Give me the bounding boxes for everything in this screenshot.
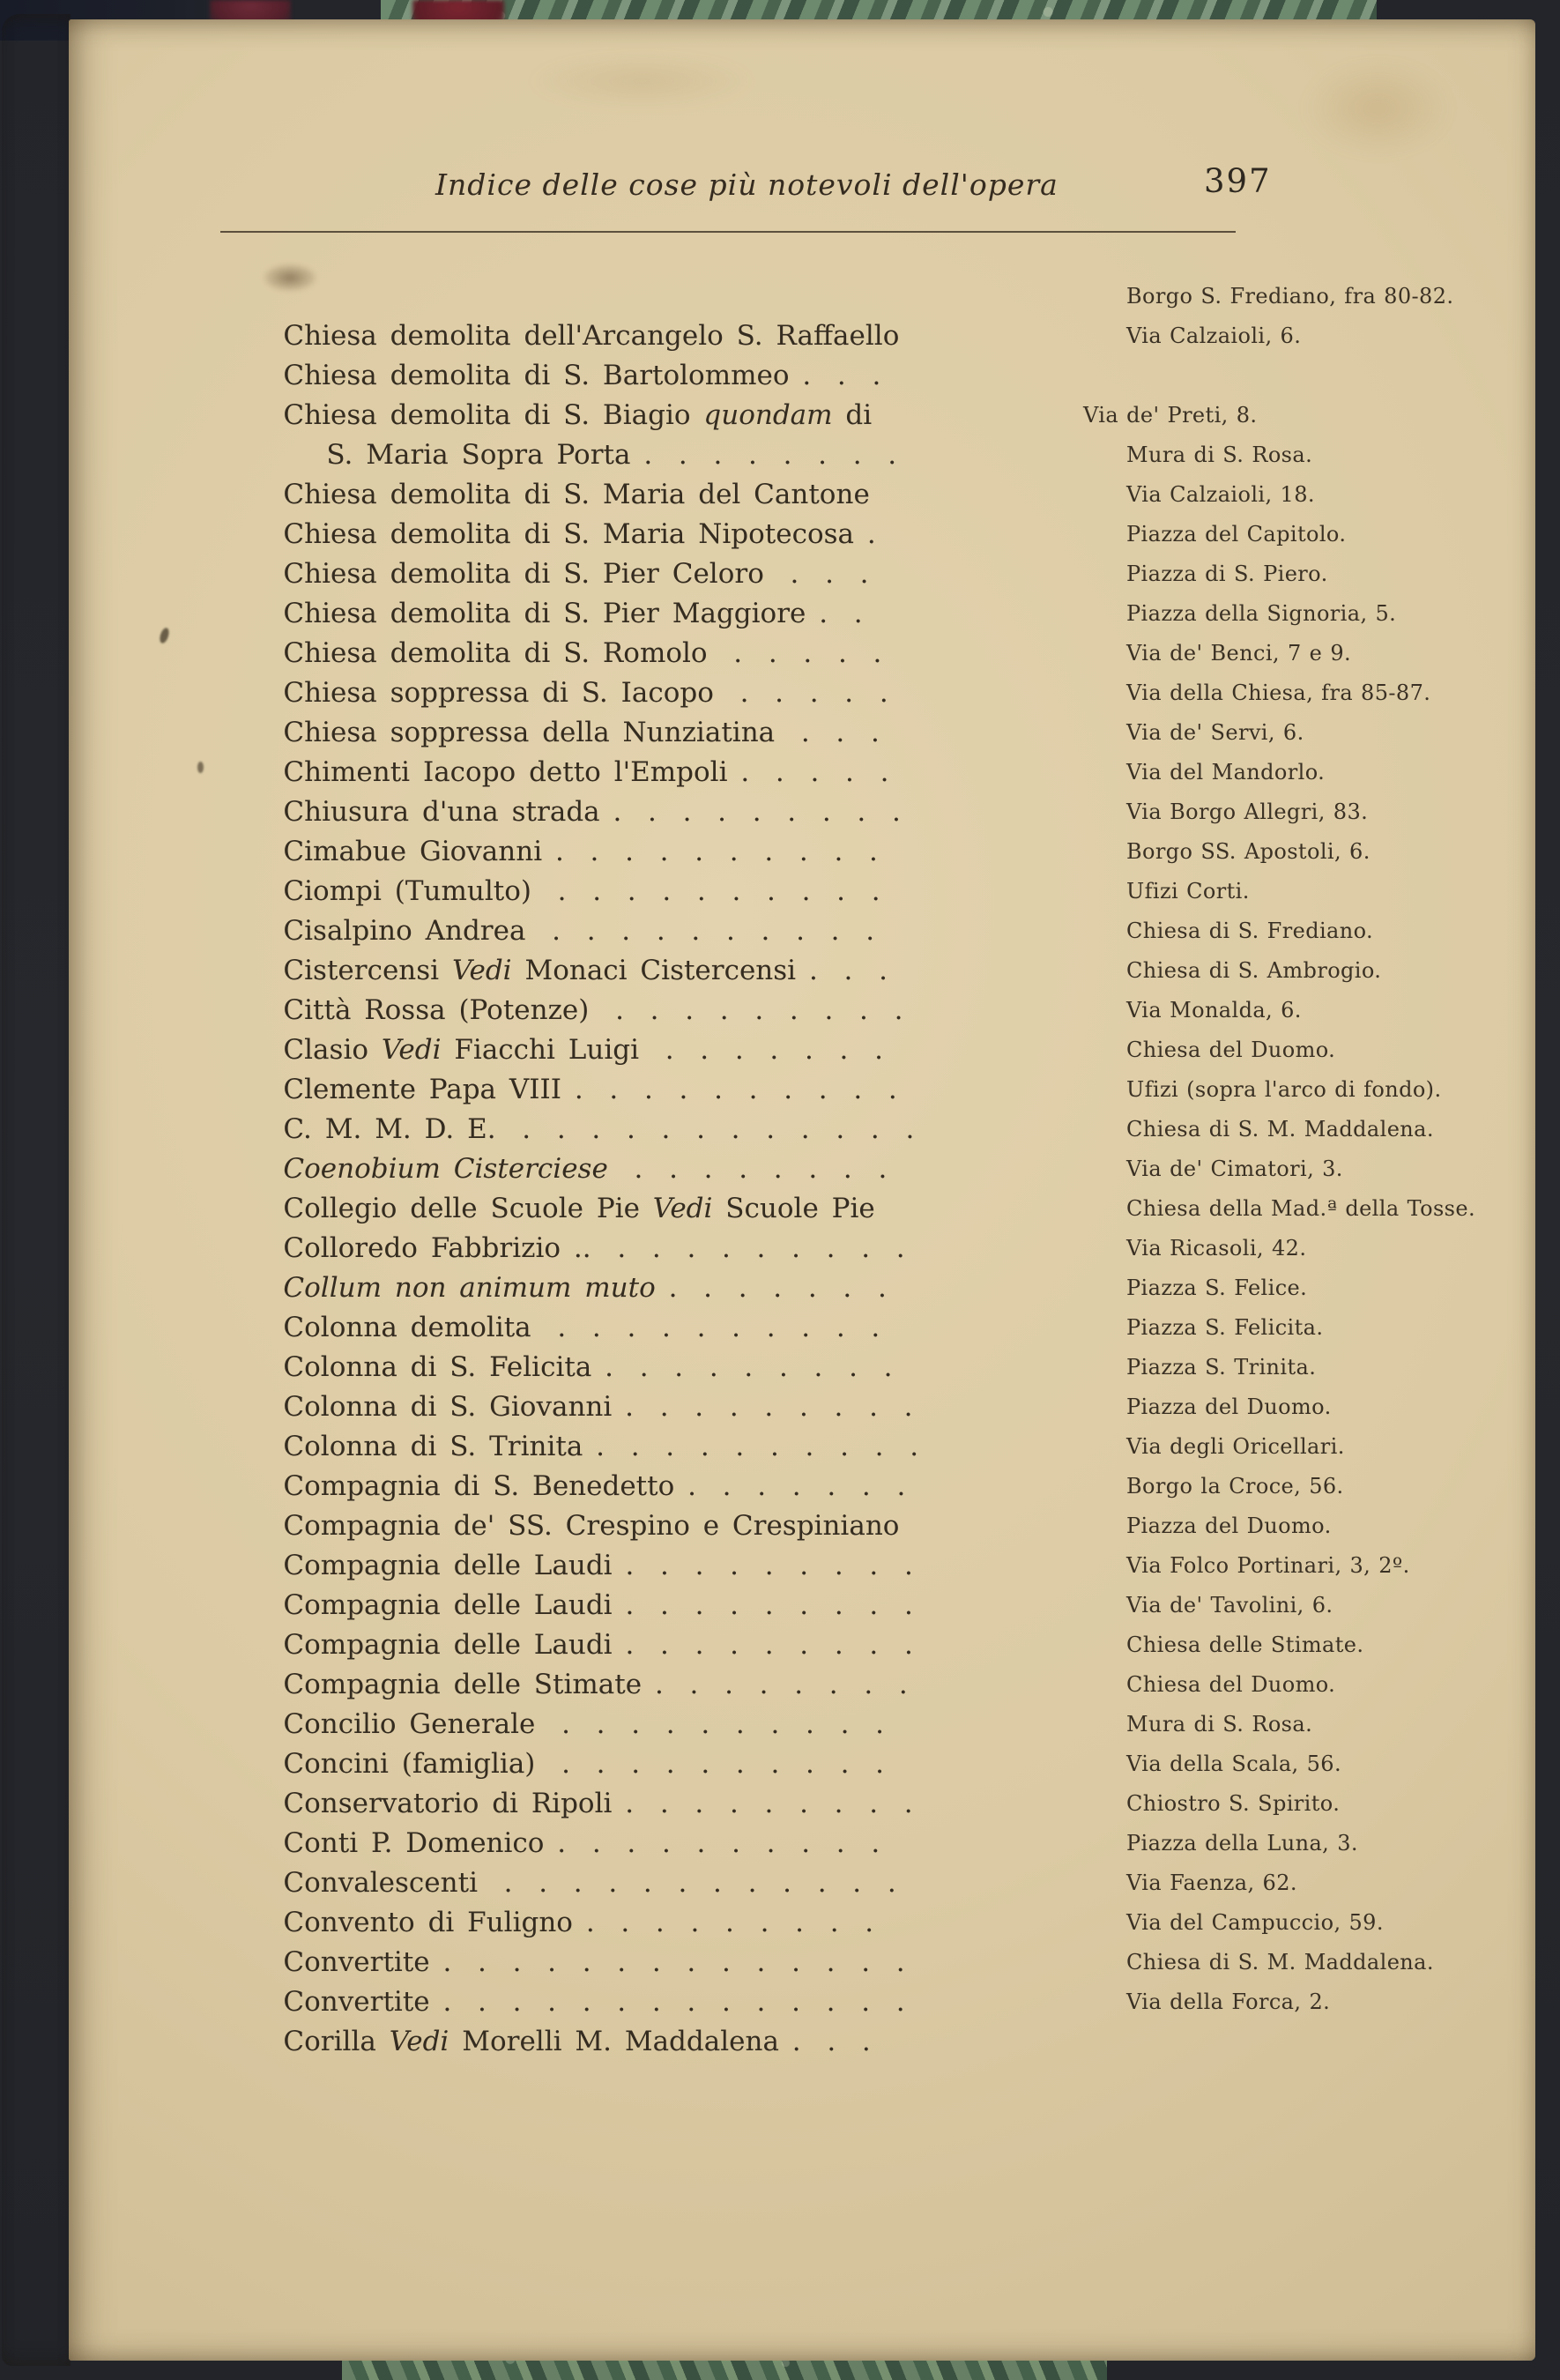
entry-text: Compagnia de' SS. Crespino e Crespiniano — [283, 1510, 900, 1542]
entry-location: Chiesa delle Stimate. — [1126, 1633, 1364, 1657]
header-rule — [220, 231, 1236, 233]
page-number: 397 — [1204, 162, 1272, 200]
ink-fleck — [158, 627, 170, 644]
entry-location: Via Borgo Allegri, 83. — [1126, 800, 1369, 824]
entry-text: Colloredo Fabbrizio .. . . . . . . . . . — [283, 1232, 905, 1264]
entry-location: Piazza S. Felicita. — [1126, 1315, 1324, 1340]
entry-location: Via della Chiesa, fra 85-87. — [1126, 681, 1431, 705]
entry-text: Concilio Generale . . . . . . . . . . — [283, 1708, 884, 1740]
entry-location: Piazza del Duomo. — [1126, 1395, 1332, 1419]
entry-location: Borgo la Croce, 56. — [1126, 1474, 1344, 1499]
entry-text: Chiesa demolita di S. Maria del Cantone — [283, 479, 870, 510]
entry-location: Via del Campuccio, 59. — [1126, 1910, 1384, 1935]
entry-text: Chiesa demolita di S. Pier Maggiore . . — [283, 598, 863, 629]
entry-location: Chiesa del Duomo. — [1126, 1038, 1336, 1062]
entry-location: Via de' Tavolini, 6. — [1126, 1593, 1333, 1618]
index-entry-row — [231, 1982, 1505, 2057]
entry-location: Via de' Cimatori, 3. — [1126, 1157, 1343, 1181]
entry-text: Clemente Papa VIII . . . . . . . . . . — [283, 1074, 897, 1105]
entry-text: Corilla Vedi Morelli M. Maddalena . . . — [283, 2026, 871, 2057]
entry-location: Chiesa del Duomo. — [1126, 1672, 1336, 1697]
entry-text: C. M. M. D. E. . . . . . . . . . . . . — [283, 1113, 915, 1145]
entry-location: Piazza della Luna, 3. — [1126, 1831, 1358, 1856]
ink-fleck — [197, 762, 204, 773]
book-page — [69, 19, 1535, 2361]
entry-text: Chiesa demolita dell'Arcangelo S. Raffaello — [283, 320, 900, 352]
entry-location: Piazza della Signoria, 5. — [1126, 601, 1397, 626]
entry-text: Chiesa soppressa della Nunziatina . . . — [283, 717, 880, 748]
entry-text: Compagnia di S. Benedetto . . . . . . . — [283, 1470, 906, 1502]
entry-text: Chiusura d'una strada . . . . . . . . . — [283, 796, 901, 828]
entry-location: Ufizi Corti. — [1126, 879, 1250, 904]
entry-location: Chiesa di S. M. Maddalena. — [1126, 1117, 1434, 1142]
entry-location: Via Faenza, 62. — [1126, 1871, 1297, 1895]
entry-text: S. Maria Sopra Porta . . . . . . . . — [326, 439, 897, 471]
entry-text: Città Rossa (Potenze) . . . . . . . . . — [283, 994, 903, 1026]
entry-location: Via de' Servi, 6. — [1126, 720, 1304, 745]
entry-text: Compagnia delle Laudi . . . . . . . . . — [283, 1629, 913, 1661]
entry-text: Chiesa demolita di S. Romolo . . . . . — [283, 637, 882, 669]
entry-location: Chiesa di S. Ambrogio. — [1126, 958, 1382, 983]
entry-location: Piazza del Capitolo. — [1126, 522, 1347, 547]
entry-text: Concini (famiglia) . . . . . . . . . . — [283, 1748, 885, 1780]
entry-text: Compagnia delle Laudi . . . . . . . . . — [283, 1589, 913, 1621]
entry-text: Convertite . . . . . . . . . . . . . . — [283, 1986, 905, 2018]
entry-text: Compagnia delle Laudi . . . . . . . . . — [283, 1550, 913, 1581]
entry-text: Cistercensi Vedi Monaci Cistercensi . . . — [283, 955, 888, 986]
entry-text: Chiesa demolita di S. Bartolommeo . . . — [283, 360, 881, 391]
entry-text: Chiesa demolita di S. Biagio quondam di — [283, 399, 873, 431]
entry-location: Via della Scala, 56. — [1126, 1752, 1341, 1776]
entry-location: Piazza del Duomo. — [1126, 1514, 1332, 1538]
entry-text: Colonna demolita . . . . . . . . . . — [283, 1312, 880, 1343]
foxing-stain — [1303, 60, 1452, 157]
entry-text: Convento di Fuligno . . . . . . . . . — [283, 1907, 874, 1938]
entry-text: Colonna di S. Trinita . . . . . . . . . . — [283, 1431, 919, 1462]
entry-location: Chiostro S. Spirito. — [1126, 1791, 1341, 1816]
entry-location: Via de' Benci, 7 e 9. — [1126, 641, 1352, 666]
entry-text: Clasio Vedi Fiacchi Luigi . . . . . . . — [283, 1034, 883, 1066]
entry-text: Coenobium Cisterciese . . . . . . . . — [283, 1153, 888, 1185]
running-head-title: Indice delle cose più notevoli dell'opera — [435, 167, 1059, 202]
entry-text: Colonna di S. Felicita . . . . . . . . . — [283, 1351, 893, 1383]
entry-location: Borgo SS. Apostoli, 6. — [1126, 839, 1371, 864]
entry-location: Chiesa di S. Frediano. — [1126, 919, 1374, 943]
entry-location: Via Calzaioli, 6. — [1126, 324, 1302, 348]
entry-location: Mura di S. Rosa. — [1126, 443, 1313, 467]
entry-text: Colonna di S. Giovanni . . . . . . . . . — [283, 1391, 913, 1423]
entry-text: Chiesa demolita di S. Maria Nipotecosa . — [283, 518, 876, 550]
entry-location: Via degli Oricellari. — [1126, 1434, 1345, 1459]
entry-location: Via de' Preti, 8. — [1083, 403, 1258, 428]
entry-text: Convertite . . . . . . . . . . . . . . — [283, 1946, 905, 1978]
entry-text: Cimabue Giovanni . . . . . . . . . . — [283, 836, 878, 867]
entry-location: Via Calzaioli, 18. — [1126, 482, 1315, 507]
entry-location: Via Folco Portinari, 3, 2º. — [1126, 1553, 1410, 1578]
entry-location: Via Monalda, 6. — [1126, 998, 1302, 1023]
entry-location: Via Ricasoli, 42. — [1126, 1236, 1307, 1261]
entry-location: Ufizi (sopra l'arco di fondo). — [1126, 1077, 1442, 1102]
entry-text: Collegio delle Scuole Pie Vedi Scuole Pie — [283, 1193, 875, 1224]
entry-text: Chiesa soppressa di S. Iacopo . . . . . — [283, 677, 888, 709]
book-page-edges — [2, 14, 71, 2366]
entry-text: Conservatorio di Ripoli . . . . . . . . . — [283, 1788, 913, 1819]
entry-location: Piazza S. Felice. — [1126, 1276, 1308, 1300]
entry-text: Ciompi (Tumulto) . . . . . . . . . . — [283, 875, 880, 907]
foxing-stain — [527, 55, 756, 108]
entry-text: Cisalpino Andrea . . . . . . . . . . — [283, 915, 875, 947]
entry-location: Via della Forca, 2. — [1126, 1990, 1331, 2014]
entry-location: Via del Mandorlo. — [1126, 760, 1326, 785]
entry-text: Conti P. Domenico . . . . . . . . . . — [283, 1827, 880, 1859]
entry-location: Piazza di S. Piero. — [1126, 562, 1328, 586]
entry-text: Collum non animum muto . . . . . . . — [283, 1272, 887, 1304]
entry-text: Convalescenti . . . . . . . . . . . . — [283, 1867, 896, 1899]
entry-location: Borgo S. Frediano, fra 80-82. — [1126, 284, 1454, 309]
entry-location: Chiesa della Mad.ª della Tosse. — [1126, 1196, 1476, 1221]
index-entry-row — [231, 316, 1505, 391]
entry-text: Compagnia delle Stimate . . . . . . . . — [283, 1669, 908, 1700]
entry-text: Chiesa demolita di S. Pier Celoro . . . — [283, 558, 869, 590]
entry-location: Chiesa di S. M. Maddalena. — [1126, 1950, 1434, 1975]
entry-location: Mura di S. Rosa. — [1126, 1712, 1313, 1737]
index-list — [231, 277, 1505, 2057]
entry-text: Chimenti Iacopo detto l'Empoli . . . . . — [283, 756, 889, 788]
entry-location: Piazza S. Trinita. — [1126, 1355, 1317, 1380]
